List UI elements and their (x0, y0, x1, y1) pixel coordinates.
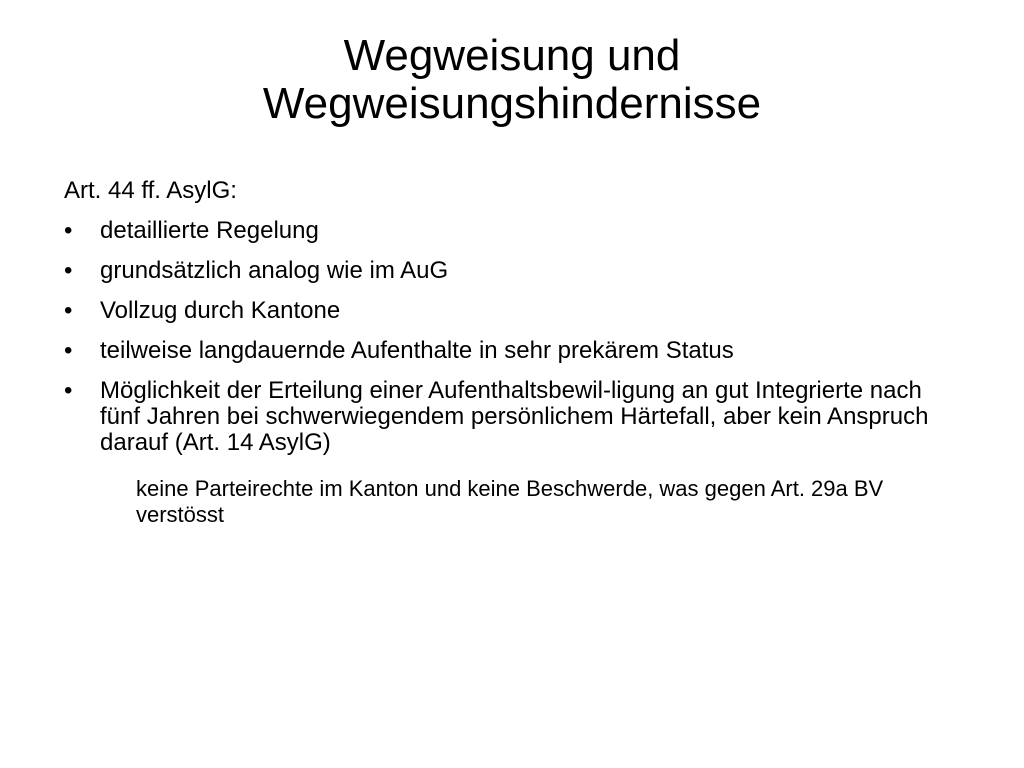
bullet-dot-icon: • (64, 337, 73, 364)
bullet-item (64, 338, 964, 364)
bullet-text: Möglichkeit der Erteilung einer Aufenthaltsbewil-ligung an gut Integrierte nach fünf Jahren bei schwerwiegendem persönlichem Härtefall, aber kein Anspruch darauf (Art. 14 AsylG) (100, 377, 929, 456)
slide-body (64, 178, 964, 528)
slide-title-line-2: Wegweisungshindernisse (262, 79, 762, 128)
bullet-list (64, 218, 964, 456)
intro-text: Art. 44 ff. AsylG: (64, 177, 237, 204)
bullet-text: detaillierte Regelung (100, 217, 319, 244)
bullet-item (64, 218, 964, 244)
bullet-item (64, 298, 964, 324)
bullet-dot-icon: • (64, 217, 73, 244)
bullet-dot-icon: • (64, 297, 73, 324)
slide-title-line-1: Wegweisung und (343, 31, 681, 80)
bullet-text: Vollzug durch Kantone (100, 297, 341, 324)
bullet-text: teilweise langdauernde Aufenthalte in sehr prekärem Status (100, 337, 734, 364)
bullet-dot-icon: • (64, 257, 73, 284)
bullet-item (64, 258, 964, 284)
bullet-text: grundsätzlich analog wie im AuG (100, 257, 449, 284)
bullet-item (64, 378, 964, 456)
bullet-dot-icon: • (64, 377, 73, 404)
sub-note: keine Parteirechte im Kanton und keine Beschwerde, was gegen Art. 29a BV verstösst (136, 476, 884, 527)
slide-title (96, 32, 928, 128)
